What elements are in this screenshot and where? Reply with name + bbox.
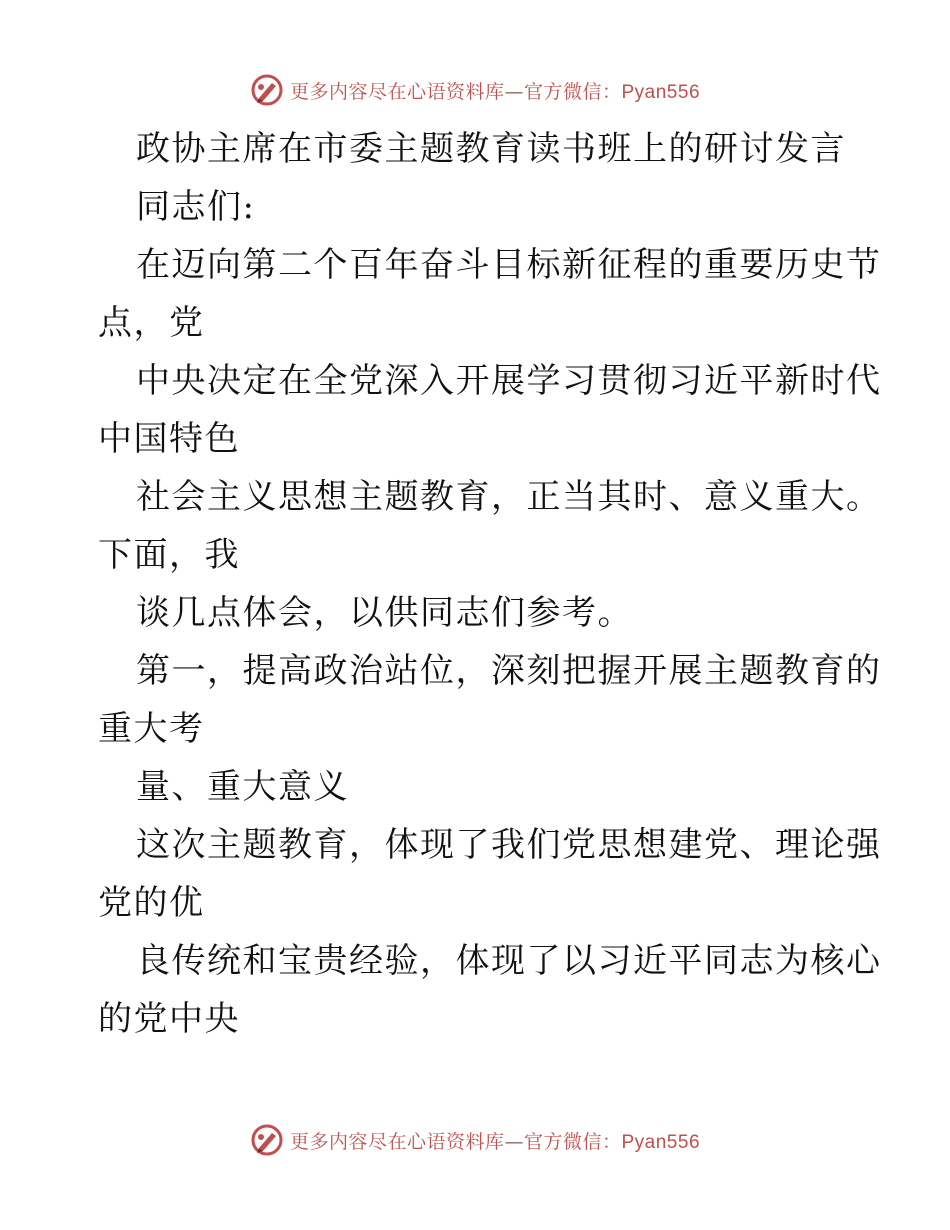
header-banner-content bbox=[250, 73, 700, 107]
footer-banner-text bbox=[290, 1127, 700, 1154]
text-line: 谈几点体会，以供同志们参考。 bbox=[136, 593, 633, 633]
text-line: 下面，我 bbox=[98, 535, 240, 575]
text-line: 党的优 bbox=[98, 883, 205, 923]
header-banner-text bbox=[290, 77, 700, 104]
text-line: 的党中央 bbox=[98, 999, 240, 1039]
document-title: 政协主席在市委主题教育读书班上的研讨发言 bbox=[136, 129, 846, 169]
salutation: 同志们: bbox=[136, 187, 256, 227]
footer-contact-id: Pyan556 bbox=[621, 1131, 701, 1153]
header-separator: — bbox=[504, 80, 524, 103]
footer-banner bbox=[0, 1120, 950, 1160]
footer-banner-content bbox=[250, 1123, 700, 1157]
text-line: 中央决定在全党深入开展学习贯彻习近平新时代 bbox=[136, 361, 882, 401]
text-line: 在迈向第二个百年奋斗目标新征程的重要历史节 bbox=[136, 245, 882, 285]
header-contact-label: 官方微信： bbox=[523, 80, 622, 103]
text-line: 中国特色 bbox=[98, 419, 240, 459]
footer-contact-label: 官方微信： bbox=[523, 1130, 622, 1153]
text-line: 点，党 bbox=[98, 303, 205, 343]
text-line: 良传统和宝贵经验，体现了以习近平同志为核心 bbox=[136, 941, 882, 981]
text-line: 这次主题教育，体现了我们党思想建党、理论强 bbox=[136, 825, 882, 865]
section-heading-line: 重大考 bbox=[98, 709, 205, 749]
pen-logo-icon bbox=[250, 73, 284, 107]
footer-brand-text: 更多内容尽在心语资料库 bbox=[289, 1130, 505, 1153]
header-brand-text: 更多内容尽在心语资料库 bbox=[289, 80, 505, 103]
document-body bbox=[98, 120, 882, 1048]
footer-separator: — bbox=[504, 1130, 524, 1153]
pen-logo-icon bbox=[250, 1123, 284, 1157]
header-banner bbox=[0, 70, 950, 110]
section-heading-line: 量、重大意义 bbox=[136, 767, 349, 807]
header-contact-id: Pyan556 bbox=[621, 81, 701, 103]
text-line: 社会主义思想主题教育，正当其时、意义重大。 bbox=[136, 477, 882, 517]
section-heading-line: 第一，提高政治站位，深刻把握开展主题教育的 bbox=[136, 651, 882, 691]
